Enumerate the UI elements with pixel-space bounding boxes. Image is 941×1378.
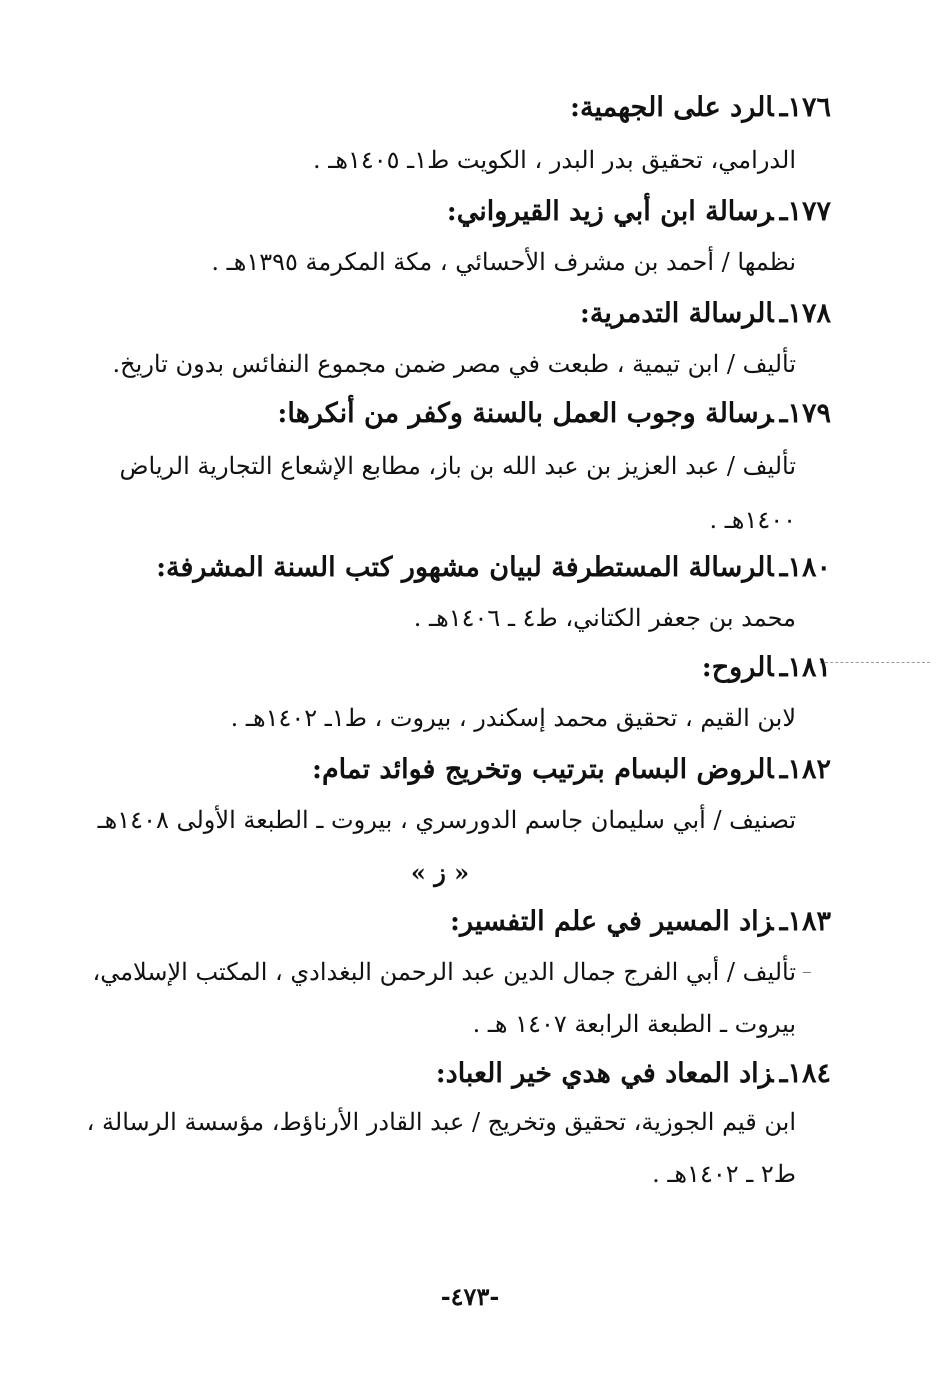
entry-detail: محمد بن جعفر الكتاني، ط٤ ـ ١٤٠٦هـ . — [413, 604, 796, 632]
entry-heading — [91, 1058, 831, 1089]
entry-detail: تأليف / أبي الفرج جمال الدين عبد الرحمن البغدادي ، المكتب الإسلامي، — [92, 958, 796, 986]
entry-number: ١٧٧ـ — [779, 196, 831, 227]
entry-heading — [91, 298, 831, 329]
entry-title: الرد على الجهمية: — [570, 92, 774, 123]
scan-artifact-dash — [803, 972, 811, 973]
section-letter: « ز » — [410, 858, 470, 887]
entry-number: ١٧٨ـ — [779, 298, 831, 329]
entry-detail: الدرامي، تحقيق بدر البدر ، الكويت ط١ـ ١٤٠٥هـ . — [313, 146, 796, 174]
entry-heading — [91, 196, 831, 227]
entry-detail: لابن القيم ، تحقيق محمد إسكندر ، بيروت ، ط١ـ ١٤٠٢هـ . — [230, 704, 796, 732]
entry-heading — [91, 652, 831, 683]
entry-detail: نظمها / أحمد بن مشرف الأحسائي ، مكة المكرمة ١٣٩٥هـ . — [211, 248, 796, 276]
entry-detail: ابن قيم الجوزية، تحقيق وتخريج / عبد القادر الأرناؤط، مؤسسة الرسالة ، — [86, 1108, 796, 1136]
entry-detail-continued: بيروت ـ الطبعة الرابعة ١٤٠٧ هـ . — [472, 1010, 796, 1038]
entry-detail-continued: ١٤٠٠هـ . — [709, 506, 796, 534]
entry-number: ١٧٦ـ — [779, 92, 831, 123]
entry-heading — [91, 552, 831, 583]
entry-detail: تصنيف / أبي سليمان جاسم الدورسري ، بيروت ـ الطبعة الأولى ١٤٠٨هـ — [97, 806, 796, 834]
entry-detail-continued: ط٢ ـ ١٤٠٢هـ . — [652, 1160, 796, 1188]
entry-title: الرسالة التدمرية: — [579, 298, 774, 329]
entry-number: ١٧٩ـ — [779, 398, 831, 429]
entry-number: ١٨٠ـ — [779, 552, 831, 583]
entry-heading — [91, 398, 831, 429]
scan-artifact-line — [820, 662, 930, 663]
entry-heading — [91, 754, 831, 785]
entry-number: ١٨١ـ — [779, 652, 831, 683]
entry-title: الروض البسام بترتيب وتخريج فوائد تمام: — [311, 754, 774, 785]
entry-title: رسالة وجوب العمل بالسنة وكفر من أنكرها: — [277, 398, 774, 429]
entry-heading — [91, 906, 831, 937]
entry-title: زاد المعاد في هدي خير العباد: — [435, 1058, 774, 1089]
entry-number: ١٨٢ـ — [779, 754, 831, 785]
entry-title: الروح: — [701, 652, 774, 683]
entry-number: ١٨٣ـ — [779, 906, 831, 937]
entry-detail: تأليف / ابن تيمية ، طبعت في مصر ضمن مجموع النفائس بدون تاريخ. — [112, 350, 796, 378]
entry-title: زاد المسير في علم التفسير: — [450, 906, 774, 937]
entry-title: رسالة ابن أبي زيد القيرواني: — [446, 196, 774, 227]
entry-heading — [91, 92, 831, 123]
entry-number: ١٨٤ـ — [779, 1058, 831, 1089]
page-number: -٤٧٣- — [440, 1282, 500, 1311]
entry-detail: تأليف / عبد العزيز بن عبد الله بن باز، مطابع الإشعاع التجارية الرياض — [119, 452, 796, 480]
entry-title: الرسالة المستطرفة لبيان مشهور كتب السنة المشرفة: — [156, 552, 774, 583]
